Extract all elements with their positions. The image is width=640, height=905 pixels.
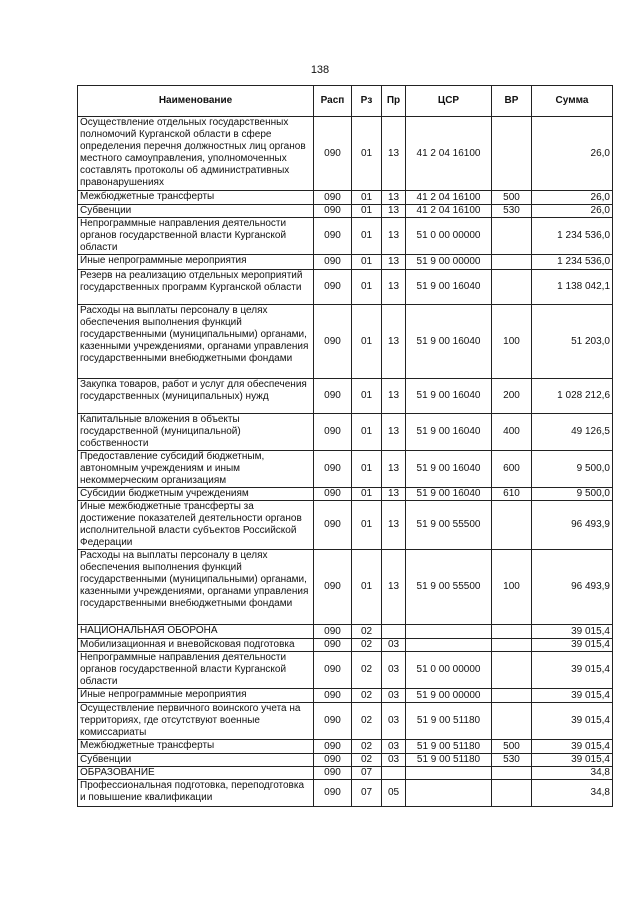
cell-csr: 51 9 00 51180 xyxy=(406,754,492,767)
cell-csr xyxy=(406,625,492,639)
cell-pr: 13 xyxy=(382,255,406,270)
table-row xyxy=(78,767,613,780)
cell-pr: 13 xyxy=(382,191,406,205)
table-row xyxy=(78,652,613,689)
cell-sum: 26,0 xyxy=(532,117,613,191)
cell-pr xyxy=(382,767,406,780)
cell-name: Субвенции xyxy=(78,205,314,218)
table-row xyxy=(78,625,613,639)
cell-vr: 500 xyxy=(492,740,532,754)
cell-vr xyxy=(492,780,532,807)
cell-csr: 51 9 00 16040 xyxy=(406,305,492,379)
cell-csr: 51 9 00 00000 xyxy=(406,689,492,703)
cell-rz: 02 xyxy=(352,639,382,652)
budget-table xyxy=(77,85,613,807)
cell-pr: 13 xyxy=(382,218,406,255)
cell-rasp: 090 xyxy=(314,117,352,191)
cell-vr: 530 xyxy=(492,754,532,767)
cell-pr: 13 xyxy=(382,117,406,191)
cell-name: Профессиональная подготовка, переподготовка и повышение квалификации xyxy=(78,780,314,807)
cell-vr xyxy=(492,703,532,740)
cell-sum: 39 015,4 xyxy=(532,740,613,754)
cell-pr: 13 xyxy=(382,379,406,414)
cell-rz: 01 xyxy=(352,191,382,205)
cell-rasp: 090 xyxy=(314,740,352,754)
cell-rz: 07 xyxy=(352,767,382,780)
cell-name: ОБРАЗОВАНИЕ xyxy=(78,767,314,780)
cell-rz: 01 xyxy=(352,205,382,218)
cell-csr: 51 0 00 00000 xyxy=(406,218,492,255)
table-row xyxy=(78,379,613,414)
cell-name: НАЦИОНАЛЬНАЯ ОБОРОНА xyxy=(78,625,314,639)
cell-name: Осуществление отдельных государственных полномочий Курганской области в сфере определения перечня должностных лиц органов местного самоуправления, уполномоченных составлять протоколы об административных правонарушениях xyxy=(78,117,314,191)
table-row xyxy=(78,205,613,218)
cell-sum: 9 500,0 xyxy=(532,451,613,488)
cell-vr: 610 xyxy=(492,488,532,501)
cell-rz: 02 xyxy=(352,689,382,703)
cell-sum: 96 493,9 xyxy=(532,550,613,625)
cell-csr: 51 9 00 00000 xyxy=(406,255,492,270)
table-row xyxy=(78,740,613,754)
cell-sum: 39 015,4 xyxy=(532,754,613,767)
cell-name: Мобилизационная и вневойсковая подготовка xyxy=(78,639,314,652)
header-vr: ВР xyxy=(492,86,532,117)
cell-name: Иные межбюджетные трансферты за достижение показателей деятельности органов исполнительной власти субъектов Российской Федерации xyxy=(78,501,314,550)
table-row xyxy=(78,639,613,652)
header-rasp: Расп xyxy=(314,86,352,117)
cell-name: Предоставление субсидий бюджетным, автономным учреждениям и иным некоммерческим организациям xyxy=(78,451,314,488)
cell-rasp: 090 xyxy=(314,255,352,270)
cell-vr xyxy=(492,117,532,191)
cell-pr: 03 xyxy=(382,740,406,754)
cell-rz: 01 xyxy=(352,255,382,270)
cell-sum: 39 015,4 xyxy=(532,689,613,703)
page-number: 138 xyxy=(310,64,330,76)
cell-rasp: 090 xyxy=(314,780,352,807)
cell-sum: 96 493,9 xyxy=(532,501,613,550)
cell-sum: 1 138 042,1 xyxy=(532,270,613,305)
cell-sum: 1 028 212,6 xyxy=(532,379,613,414)
cell-pr xyxy=(382,625,406,639)
table-row xyxy=(78,689,613,703)
header-pr: Пр xyxy=(382,86,406,117)
cell-csr xyxy=(406,780,492,807)
cell-vr xyxy=(492,639,532,652)
cell-csr: 51 9 00 16040 xyxy=(406,488,492,501)
cell-name: Расходы на выплаты персоналу в целях обеспечения выполнения функций государственными (муниципальными) органами, казенными учреждениями, органами управления государственными внебюджетными фондами xyxy=(78,550,314,625)
cell-vr xyxy=(492,255,532,270)
cell-csr: 51 9 00 16040 xyxy=(406,414,492,451)
cell-rz: 02 xyxy=(352,754,382,767)
cell-rasp: 090 xyxy=(314,639,352,652)
cell-rasp: 090 xyxy=(314,550,352,625)
cell-rz: 01 xyxy=(352,379,382,414)
cell-vr: 100 xyxy=(492,550,532,625)
cell-rasp: 090 xyxy=(314,767,352,780)
cell-sum: 51 203,0 xyxy=(532,305,613,379)
cell-name: Иные непрограммные мероприятия xyxy=(78,689,314,703)
cell-sum: 34,8 xyxy=(532,780,613,807)
cell-csr: 51 9 00 55500 xyxy=(406,501,492,550)
cell-name: Межбюджетные трансферты xyxy=(78,740,314,754)
cell-rasp: 090 xyxy=(314,218,352,255)
cell-pr: 13 xyxy=(382,414,406,451)
cell-rz: 01 xyxy=(352,270,382,305)
cell-sum: 1 234 536,0 xyxy=(532,218,613,255)
cell-rasp: 090 xyxy=(314,689,352,703)
cell-rasp: 090 xyxy=(314,414,352,451)
cell-vr xyxy=(492,767,532,780)
cell-name: Иные непрограммные мероприятия xyxy=(78,255,314,270)
header-csr: ЦСР xyxy=(406,86,492,117)
cell-rasp: 090 xyxy=(314,703,352,740)
table-row xyxy=(78,550,613,625)
cell-pr: 03 xyxy=(382,754,406,767)
cell-pr: 03 xyxy=(382,652,406,689)
cell-name: Непрограммные направления деятельности органов государственной власти Курганской области xyxy=(78,652,314,689)
cell-sum: 9 500,0 xyxy=(532,488,613,501)
cell-rz: 01 xyxy=(352,550,382,625)
header-name: Наименование xyxy=(78,86,314,117)
cell-vr xyxy=(492,218,532,255)
cell-name: Осуществление первичного воинского учета на территориях, где отсутствуют военные комиссариаты xyxy=(78,703,314,740)
table-row xyxy=(78,451,613,488)
cell-name: Субсидии бюджетным учреждениям xyxy=(78,488,314,501)
cell-csr: 41 2 04 16100 xyxy=(406,205,492,218)
table-row xyxy=(78,255,613,270)
cell-rasp: 090 xyxy=(314,754,352,767)
cell-rz: 01 xyxy=(352,218,382,255)
cell-vr: 600 xyxy=(492,451,532,488)
table-row xyxy=(78,488,613,501)
table-row xyxy=(78,218,613,255)
cell-rz: 01 xyxy=(352,488,382,501)
cell-rasp: 090 xyxy=(314,205,352,218)
cell-rz: 02 xyxy=(352,652,382,689)
cell-sum: 39 015,4 xyxy=(532,625,613,639)
cell-csr: 51 9 00 55500 xyxy=(406,550,492,625)
cell-pr: 13 xyxy=(382,270,406,305)
cell-csr xyxy=(406,767,492,780)
cell-pr: 05 xyxy=(382,780,406,807)
cell-vr xyxy=(492,652,532,689)
cell-rasp: 090 xyxy=(314,652,352,689)
cell-sum: 39 015,4 xyxy=(532,639,613,652)
cell-pr: 13 xyxy=(382,305,406,379)
cell-sum: 26,0 xyxy=(532,205,613,218)
cell-rz: 07 xyxy=(352,780,382,807)
cell-vr: 400 xyxy=(492,414,532,451)
cell-name: Расходы на выплаты персоналу в целях обеспечения выполнения функций государственными (муниципальными) органами, казенными учреждениями, органами управления государственными внебюджетными фондами xyxy=(78,305,314,379)
cell-pr: 03 xyxy=(382,689,406,703)
cell-rz: 02 xyxy=(352,625,382,639)
cell-name: Резерв на реализацию отдельных мероприятий государственных программ Курганской области xyxy=(78,270,314,305)
cell-rz: 02 xyxy=(352,740,382,754)
cell-rasp: 090 xyxy=(314,305,352,379)
cell-csr: 51 9 00 51180 xyxy=(406,703,492,740)
cell-sum: 39 015,4 xyxy=(532,652,613,689)
cell-rz: 01 xyxy=(352,451,382,488)
table-header-row xyxy=(78,86,613,117)
cell-csr: 51 9 00 51180 xyxy=(406,740,492,754)
cell-csr xyxy=(406,639,492,652)
cell-name: Закупка товаров, работ и услуг для обеспечения государственных (муниципальных) нужд xyxy=(78,379,314,414)
cell-name: Межбюджетные трансферты xyxy=(78,191,314,205)
cell-pr: 03 xyxy=(382,703,406,740)
table-row xyxy=(78,501,613,550)
cell-vr xyxy=(492,689,532,703)
cell-name: Субвенции xyxy=(78,754,314,767)
cell-pr: 13 xyxy=(382,488,406,501)
cell-pr: 13 xyxy=(382,501,406,550)
cell-rz: 01 xyxy=(352,305,382,379)
cell-vr: 100 xyxy=(492,305,532,379)
cell-sum: 49 126,5 xyxy=(532,414,613,451)
table-row xyxy=(78,780,613,807)
cell-csr: 51 9 00 16040 xyxy=(406,270,492,305)
table-row xyxy=(78,414,613,451)
table-row xyxy=(78,754,613,767)
cell-name: Непрограммные направления деятельности органов государственной власти Курганской области xyxy=(78,218,314,255)
cell-csr: 51 9 00 16040 xyxy=(406,451,492,488)
cell-rasp: 090 xyxy=(314,379,352,414)
cell-vr xyxy=(492,270,532,305)
cell-rasp: 090 xyxy=(314,270,352,305)
cell-csr: 51 9 00 16040 xyxy=(406,379,492,414)
cell-vr: 500 xyxy=(492,191,532,205)
cell-rasp: 090 xyxy=(314,501,352,550)
cell-rz: 02 xyxy=(352,703,382,740)
cell-pr: 03 xyxy=(382,639,406,652)
cell-csr: 41 2 04 16100 xyxy=(406,191,492,205)
cell-csr: 41 2 04 16100 xyxy=(406,117,492,191)
table-row xyxy=(78,703,613,740)
cell-name: Капитальные вложения в объекты государственной (муниципальной) собственности xyxy=(78,414,314,451)
cell-sum: 1 234 536,0 xyxy=(532,255,613,270)
cell-vr: 200 xyxy=(492,379,532,414)
cell-rz: 01 xyxy=(352,117,382,191)
table-row xyxy=(78,270,613,305)
table-row xyxy=(78,305,613,379)
cell-rasp: 090 xyxy=(314,191,352,205)
cell-pr: 13 xyxy=(382,205,406,218)
cell-csr: 51 0 00 00000 xyxy=(406,652,492,689)
cell-pr: 13 xyxy=(382,550,406,625)
cell-rz: 01 xyxy=(352,414,382,451)
cell-rasp: 090 xyxy=(314,451,352,488)
table-row xyxy=(78,117,613,191)
cell-rz: 01 xyxy=(352,501,382,550)
cell-sum: 26,0 xyxy=(532,191,613,205)
header-rz: Рз xyxy=(352,86,382,117)
cell-rasp: 090 xyxy=(314,488,352,501)
cell-vr xyxy=(492,625,532,639)
cell-sum: 34,8 xyxy=(532,767,613,780)
header-sum: Сумма xyxy=(532,86,613,117)
cell-sum: 39 015,4 xyxy=(532,703,613,740)
cell-vr xyxy=(492,501,532,550)
cell-rasp: 090 xyxy=(314,625,352,639)
cell-vr: 530 xyxy=(492,205,532,218)
cell-pr: 13 xyxy=(382,451,406,488)
table-row xyxy=(78,191,613,205)
